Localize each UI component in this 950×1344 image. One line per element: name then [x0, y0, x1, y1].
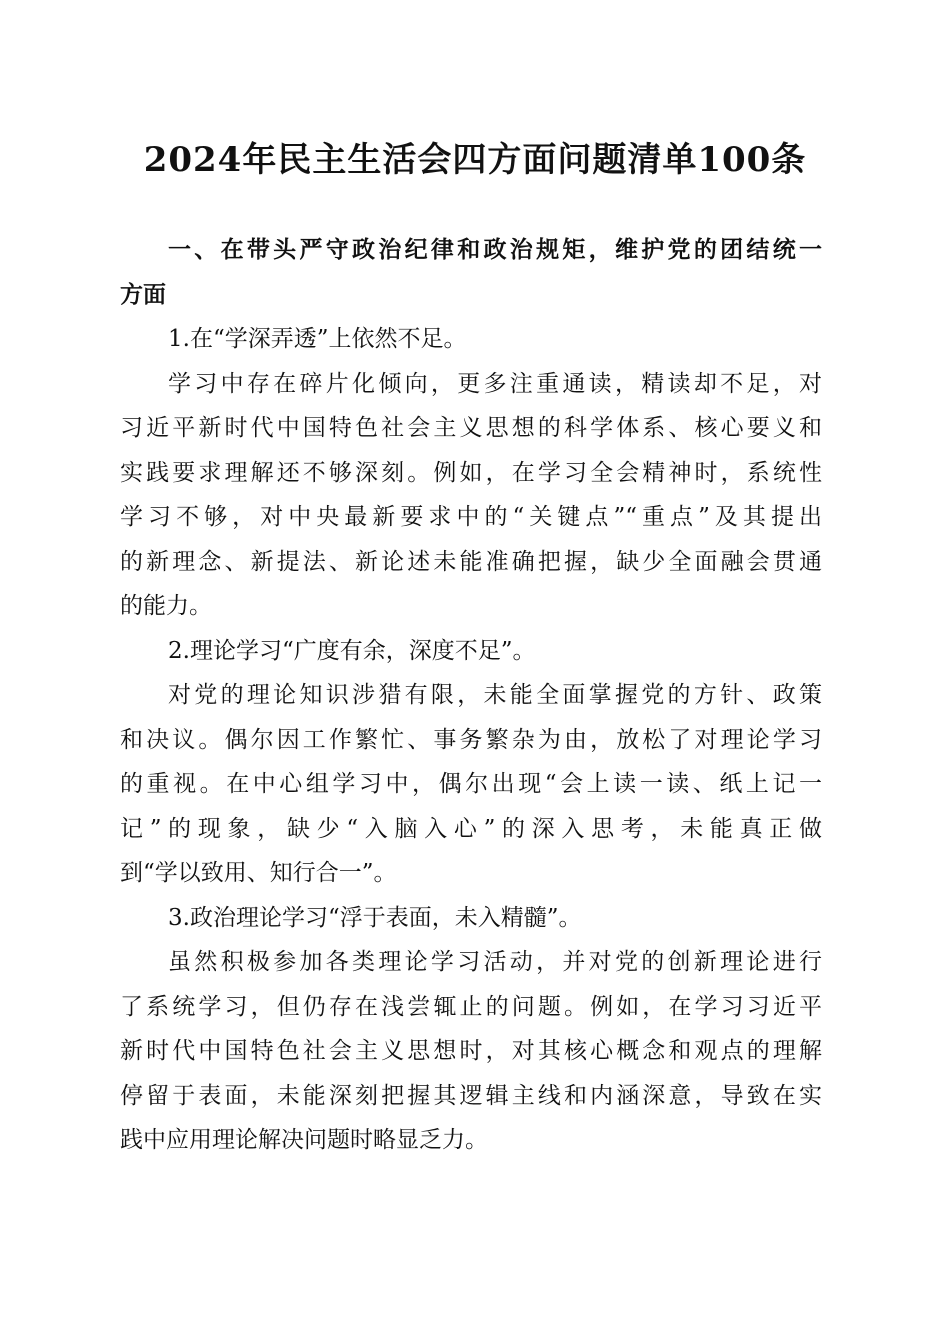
paragraph-line: 记”的现象，缺少“入脑入心”的深入思考，未能真正做 — [120, 815, 822, 842]
item-list — [120, 317, 822, 1163]
item-title: 2.理论学习“广度有余，深度不足”。 — [168, 637, 536, 664]
list-item — [120, 629, 822, 896]
item-title: 1.在“学深弄透”上依然不足。 — [168, 326, 467, 352]
paragraph-line: 停留于表面，未能深刻把握其逻辑主线和内涵深意，导致在实 — [120, 1082, 822, 1109]
section-heading — [120, 228, 822, 317]
heading-line: 方面 — [120, 281, 166, 308]
paragraph-line: 的重视。在中心组学习中，偶尔出现“会上读一读、纸上记一 — [120, 771, 822, 797]
paragraph-line: 的新理念、新提法、新论述未能准确把握，缺少全面融会贯通 — [120, 548, 822, 575]
list-item — [120, 317, 822, 629]
list-item — [120, 896, 822, 1163]
document-title: 2024年民主生活会四方面问题清单100条 — [143, 140, 807, 180]
heading-line: 一、在带头严守政治纪律和政治规矩，维护党的团结统一 — [168, 237, 822, 263]
paragraph-line: 虽然积极参加各类理论学习活动，并对党的创新理论进行 — [168, 949, 822, 975]
item-title: 3.政治理论学习“浮于表面，未入精髓”。 — [168, 904, 582, 931]
paragraph-line: 学习中存在碎片化倾向，更多注重通读，精读却不足，对 — [168, 370, 822, 397]
document-body — [120, 228, 822, 1163]
paragraph-line: 了系统学习，但仍存在浅尝辄止的问题。例如，在学习习近平 — [120, 993, 822, 1020]
paragraph-line: 学习不够，对中央最新要求中的“关键点”“重点”及其提出 — [120, 504, 822, 530]
paragraph-line: 实践要求理解还不够深刻。例如，在学习全会精神时，系统性 — [120, 459, 822, 486]
paragraph-line: 践中应用理论解决问题时略显乏力。 — [120, 1127, 488, 1153]
paragraph-line: 对党的理论知识涉猎有限，未能全面掌握党的方针、政策 — [168, 682, 822, 708]
paragraph-line: 的能力。 — [120, 593, 212, 619]
paragraph-line: 习近平新时代中国特色社会主义思想的科学体系、核心要义和 — [120, 415, 822, 441]
paragraph-line: 和决议。偶尔因工作繁忙、事务繁杂为由，放松了对理论学习 — [120, 726, 822, 753]
paragraph-line: 新时代中国特色社会主义思想时，对其核心概念和观点的理解 — [120, 1038, 822, 1064]
paragraph-line: 到“学以致用、知行合一”。 — [120, 860, 397, 886]
